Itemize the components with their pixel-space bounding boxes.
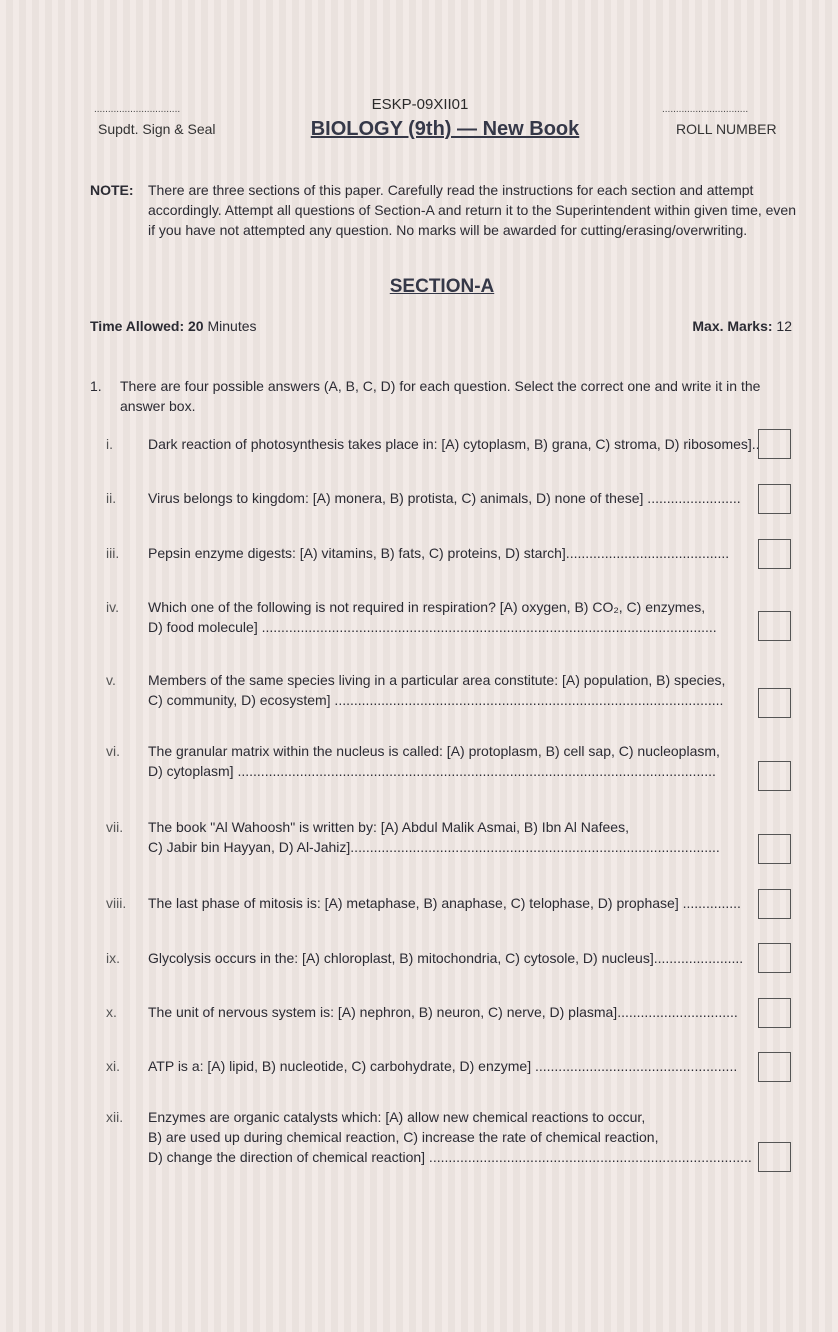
- mcq-item-text-line2: C) Jabir bin Hayyan, D) Al-Jahiz]...............................................................................................: [148, 839, 720, 855]
- answer-box[interactable]: [758, 998, 791, 1028]
- mcq-item-text: Members of the same species living in a particular area constitute: [A) population, B) species,: [148, 672, 726, 688]
- mcq-item-text-line3: D) change the direction of chemical reaction] ...................................................................................: [148, 1149, 752, 1165]
- mcq-item: [106, 597, 766, 637]
- answer-box[interactable]: [758, 484, 791, 514]
- mcq-item: [106, 1002, 766, 1022]
- max-marks-label: Max. Marks:: [692, 318, 773, 334]
- question-1: [90, 376, 780, 416]
- mcq-item-text: Which one of the following is not required in respiration? [A) oxygen, B) CO₂, C) enzymes,: [148, 599, 706, 615]
- question-instruction: There are four possible answers (A, B, C, D) for each question. Select the correct one and write it in the answer box.: [120, 378, 761, 414]
- mcq-item-text-line2: C) community, D) ecosystem] ....................................................................................................: [148, 692, 724, 708]
- answer-box[interactable]: [758, 1142, 791, 1172]
- roll-number-dotted-line: ...............................: [662, 104, 749, 115]
- mcq-item-text: Enzymes are organic catalysts which: [A) allow new chemical reactions to occur,: [148, 1109, 646, 1125]
- supdt-sign-label: Supdt. Sign & Seal: [98, 121, 216, 137]
- answer-box[interactable]: [758, 889, 791, 919]
- mcq-item: [106, 1107, 766, 1167]
- mcq-item-text: Virus belongs to kingdom: [A) monera, B) protista, C) animals, D) none of these] ........................: [148, 490, 741, 506]
- answer-box[interactable]: [758, 834, 791, 864]
- answer-box[interactable]: [758, 539, 791, 569]
- mcq-item-number: i.: [106, 436, 113, 452]
- mcq-item-text-line2: D) food molecule] .....................................................................................................................: [148, 619, 717, 635]
- mcq-item: [106, 670, 766, 710]
- mcq-item: [106, 948, 766, 968]
- question-number: 1.: [90, 378, 102, 394]
- answer-box[interactable]: [758, 688, 791, 718]
- mcq-item: [106, 543, 766, 563]
- time-allowed-label: Time Allowed:: [90, 318, 185, 334]
- mcq-item-text-line2: B) are used up during chemical reaction, C) increase the rate of chemical reaction,: [148, 1129, 659, 1145]
- paper-code: ESKP-09XII01: [371, 96, 469, 113]
- note-label: NOTE:: [90, 182, 134, 198]
- mcq-item-text-line2: D) cytoplasm] ...........................................................................................................................: [148, 763, 716, 779]
- mcq-item: [106, 488, 766, 508]
- mcq-item-number: iv.: [106, 599, 119, 615]
- paper-title: BIOLOGY (9th) — New Book: [310, 118, 580, 140]
- mcq-item-number: x.: [106, 1004, 117, 1020]
- time-allowed: [90, 318, 792, 334]
- mcq-item-number: ix.: [106, 950, 120, 966]
- mcq-item-number: iii.: [106, 545, 120, 561]
- mcq-item-text: Pepsin enzyme digests: [A) vitamins, B) fats, C) proteins, D) starch]..........................................: [148, 545, 730, 561]
- answer-box[interactable]: [758, 611, 791, 641]
- mcq-item: [106, 1056, 766, 1076]
- mcq-item: [106, 893, 766, 913]
- mcq-item-number: ii.: [106, 490, 117, 506]
- mcq-item: [106, 434, 766, 454]
- answer-box[interactable]: [758, 943, 791, 973]
- max-marks-value: 12: [776, 318, 792, 334]
- mcq-item-number: xii.: [106, 1109, 124, 1125]
- signature-dotted-line: ...............................: [94, 104, 181, 115]
- mcq-item-text: The book "Al Wahoosh" is written by: [A) Abdul Malik Asmai, B) Ibn Al Nafees,: [148, 819, 629, 835]
- mcq-item-text: ATP is a: [A) lipid, B) nucleotide, C) carbohydrate, D) enzyme] ....................................................: [148, 1058, 738, 1074]
- mcq-item-text: The granular matrix within the nucleus is called: [A) protoplasm, B) cell sap, C) nucleoplasm,: [148, 743, 720, 759]
- mcq-item-text: Glycolysis occurs in the: [A) chloroplast, B) mitochondria, C) cytosole, D) nucleus].......................: [148, 950, 744, 966]
- note-text: There are three sections of this paper. Carefully read the instructions for each section and attempt accordingly. Attempt all questions of Section-A and return it to the Superintendent within given time, even if you have not attempted any question. No marks will be awarded for cutting/erasing/overwriting.: [148, 182, 797, 238]
- mcq-item: [106, 817, 766, 857]
- roll-number-label: ROLL NUMBER: [676, 121, 777, 137]
- mcq-item-text: The unit of nervous system is: [A) nephron, B) neuron, C) nerve, D) plasma]...............................: [148, 1004, 738, 1020]
- mcq-item: [106, 741, 766, 781]
- time-allowed-unit: Minutes: [207, 318, 257, 334]
- mcq-item-number: viii.: [106, 895, 127, 911]
- answer-box[interactable]: [758, 429, 791, 459]
- answer-box[interactable]: [758, 1052, 791, 1082]
- max-marks: [692, 318, 792, 334]
- mcq-item-text: Dark reaction of photosynthesis takes place in: [A) cytoplasm, B) grana, C) stroma, D) ribosomes]..: [148, 436, 760, 452]
- section-title: SECTION-A: [389, 276, 495, 297]
- mcq-item-number: v.: [106, 672, 116, 688]
- time-allowed-value: 20: [188, 318, 204, 334]
- mcq-item-number: xi.: [106, 1058, 120, 1074]
- mcq-item-number: vi.: [106, 743, 120, 759]
- note-block: [90, 180, 802, 240]
- answer-box[interactable]: [758, 761, 791, 791]
- mcq-item-text: The last phase of mitosis is: [A) metaphase, B) anaphase, C) telophase, D) prophase] ...............: [148, 895, 741, 911]
- mcq-item-number: vii.: [106, 819, 124, 835]
